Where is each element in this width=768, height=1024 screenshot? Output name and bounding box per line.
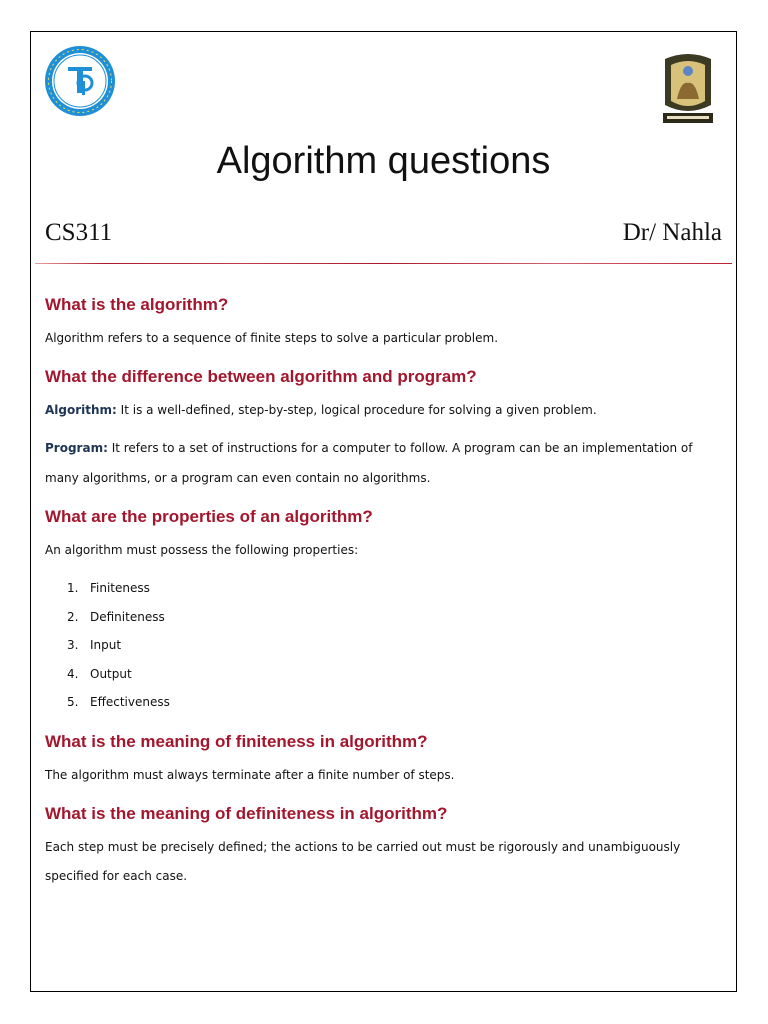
answer-paragraph: An algorithm must possess the following properties: <box>45 543 359 557</box>
list-label: Definiteness <box>90 609 165 624</box>
university-crest-icon <box>657 51 719 129</box>
question-heading: What is the algorithm? <box>45 295 229 314</box>
question-heading: What is the meaning of definiteness in algorithm? <box>45 803 448 823</box>
qa-section <box>45 506 725 717</box>
definition-text: It refers to a set of instructions for a computer to follow. A program can be an implementation of <box>107 441 693 455</box>
definition-paragraph <box>45 434 725 462</box>
qa-section <box>45 803 725 890</box>
document-body <box>45 294 725 890</box>
qa-section <box>45 294 725 352</box>
list-item <box>45 603 725 632</box>
list-number: 5. <box>67 695 79 709</box>
university-seal-icon <box>44 45 116 117</box>
definition-continuation: many algorithms, or a program can even contain no algorithms. <box>45 471 431 485</box>
list-item <box>45 688 725 717</box>
properties-list <box>45 574 725 717</box>
definition-term: Algorithm: <box>45 403 117 417</box>
definition-term: Program: <box>45 441 108 455</box>
course-code: CS311 <box>45 219 113 246</box>
document-page <box>30 31 737 992</box>
list-number: 4. <box>67 666 79 681</box>
list-item <box>45 660 725 689</box>
list-item <box>45 574 725 603</box>
question-heading: What are the properties of an algorithm? <box>45 507 373 526</box>
answer-paragraph: Algorithm refers to a sequence of finite steps to solve a particular problem. <box>45 331 499 345</box>
answer-paragraph: The algorithm must always terminate after a finite number of steps. <box>45 767 455 782</box>
list-item <box>45 631 725 660</box>
list-number: 2. <box>67 609 79 624</box>
definition-text: It is a well-defined, step-by-step, logical procedure for solving a given problem. <box>116 403 597 417</box>
document-title: Algorithm questions <box>216 140 551 182</box>
qa-section <box>45 366 725 492</box>
list-label: Output <box>90 666 132 681</box>
header-divider <box>35 263 732 264</box>
answer-paragraph: Each step must be precisely defined; the actions to be carried out must be rigorously and unambiguously <box>45 839 681 854</box>
author-name: Dr/ Nahla <box>622 219 722 246</box>
answer-paragraph: specified for each case. <box>45 868 188 883</box>
list-label: Finiteness <box>90 581 150 595</box>
question-heading: What the difference between algorithm and program? <box>45 367 477 386</box>
question-heading: What is the meaning of finiteness in algorithm? <box>45 731 428 751</box>
list-label: Input <box>90 638 122 652</box>
list-number: 1. <box>67 581 79 595</box>
qa-section <box>45 731 725 789</box>
definition-paragraph <box>45 396 725 424</box>
list-label: Effectiveness <box>90 695 170 709</box>
list-number: 3. <box>67 638 79 652</box>
